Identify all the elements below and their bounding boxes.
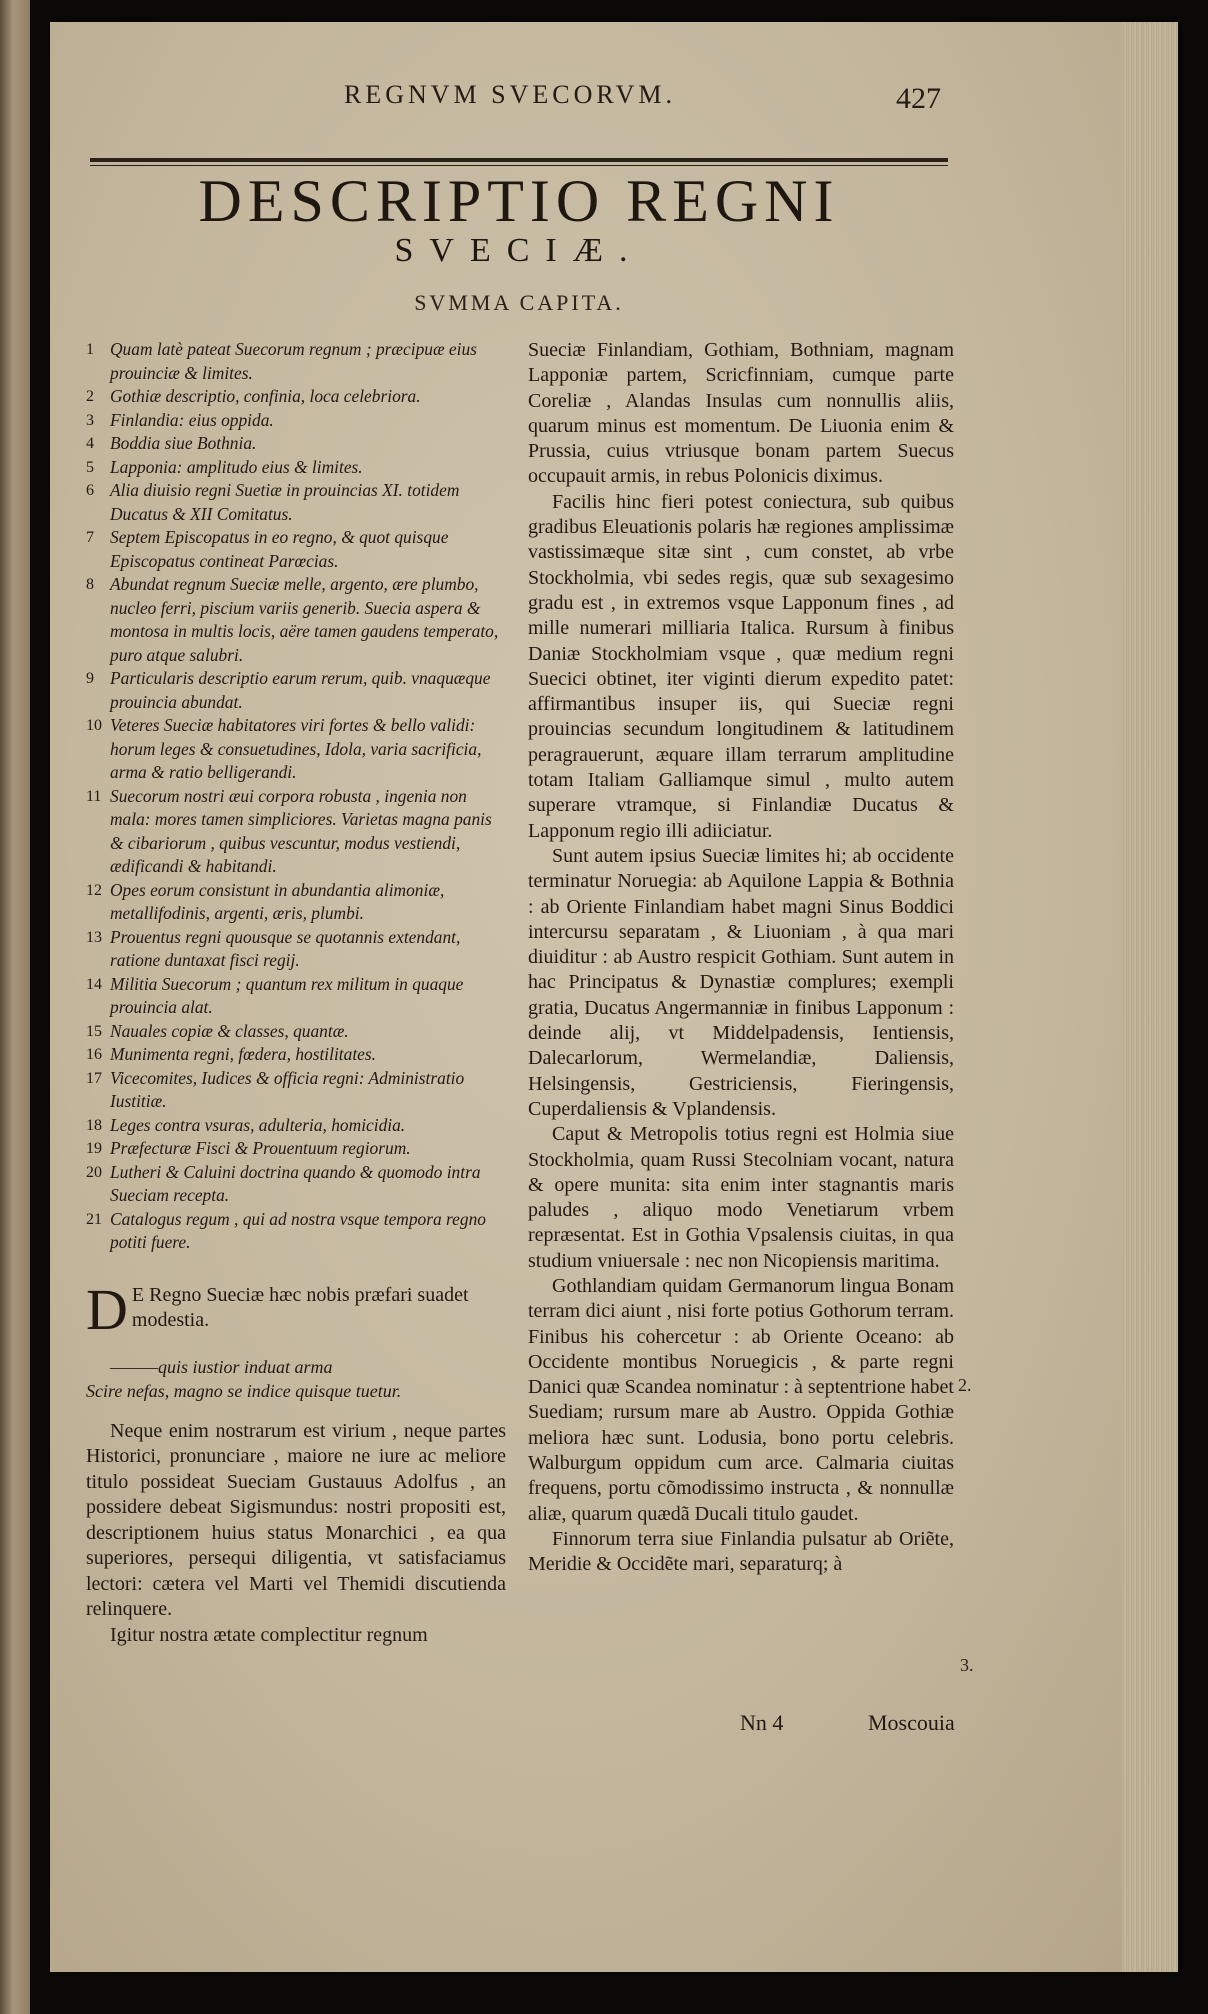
item-number: 20: [86, 1163, 102, 1181]
page-number: 427: [896, 82, 941, 115]
running-title: REGNVM SVECORVM.: [343, 80, 677, 109]
item-number: 16: [86, 1046, 102, 1063]
list-item: [86, 879, 506, 926]
list-item: [86, 1114, 506, 1138]
item-number: 6: [86, 482, 94, 499]
item-text: Nauales copiæ & classes, quantæ.: [110, 1020, 349, 1041]
list-item: [86, 1020, 506, 1044]
item-number: 1: [86, 341, 94, 358]
list-item: [86, 409, 506, 433]
item-number: 2: [86, 388, 94, 405]
intro-paragraph: [86, 1276, 506, 1342]
item-text: Opes eorum consistunt in abundantia alimoniæ, metallifodinis, argenti, æris, plumbi.: [110, 879, 445, 923]
item-number: 5: [86, 458, 94, 476]
item-number: 12: [86, 881, 102, 899]
list-item: [86, 526, 506, 573]
item-text: Lutheri & Caluini doctrina quando & quomodo intra Sueciam recepta.: [110, 1161, 481, 1205]
item-text: Quam latè pateat Suecorum regnum ; præcipuæ eius prouinciæ & limites.: [110, 339, 477, 383]
signature-mark: Nn 4: [740, 1710, 784, 1735]
list-item: [86, 1208, 506, 1255]
item-number: 7: [86, 529, 94, 546]
item-text: Abundat regnum Sueciæ melle, argento, ære plumbo, nucleo ferri, piscium variis generib. Suecia aspera & montosa in multis locis, aëre tamen gaudens temperato, puro atque salubri.: [110, 574, 499, 665]
item-number: 14: [86, 975, 102, 993]
list-item: [86, 973, 506, 1020]
page-subtitle: SVECIÆ.: [394, 232, 644, 269]
item-text: Leges contra vsuras, adulteria, homicidia.: [110, 1114, 406, 1135]
adjacent-page-edge: [0, 0, 30, 2014]
header-rule: [90, 158, 948, 162]
item-number: 15: [86, 1022, 102, 1040]
item-text: Veteres Sueciæ habitatores viri fortes & bello validi: horum leges & consuetudines, Idola, varia sacrificia, arma & ratio belligerandi.: [110, 715, 482, 782]
item-text: Lapponia: amplitudo eius & limites.: [110, 456, 363, 477]
item-text: Finlandia: eius oppida.: [110, 409, 274, 430]
item-number: 11: [86, 787, 102, 805]
drop-cap: D: [86, 1276, 128, 1342]
body-paragraph: Finnorum terra siue Finlandia pulsatur ab Oriẽte, Meridie & Occidẽte mari, separaturq; à: [528, 1527, 954, 1576]
body-paragraph: Sunt autem ipsius Sueciæ limites hi; ab occidente terminatur Noruegia: ab Aquilone Lappia & Bothnia : ab Oriente Finlandiam habet magni Sinus Boddici intercursu separatam , & Liuoniam , à qua mari diuiditur : ab Austro respicit Gothiam. Sunt autem in hac Principatus & Dynastiæ complures; exempli gratia, Ducatus Angermanniæ in finibus Lapponum : deinde alij, vt Middelpadensis, Ientiensis, Dalecarlorum, Wermelandiæ, Daliensis, Helsingensis, Gestriciensis, Fieringensis, Cuperdaliensis & Vplandensis.: [528, 844, 954, 1120]
list-item: [86, 1161, 506, 1208]
item-number: 4: [86, 435, 94, 452]
item-text: Suecorum nostri æui corpora robusta , ingenia non mala: mores tamen simpliciores. Varietas magna panis & cibariorum , quibus vescuntur, modus vestiendi, ædificandi & habitandi.: [110, 785, 492, 876]
chapter-summary-list: [86, 338, 506, 1255]
item-text: Catalogus regum , qui ad nostra vsque tempora regno potiti fuere.: [110, 1208, 486, 1252]
list-item: [86, 1067, 506, 1114]
catchword: Moscouia: [868, 1710, 955, 1735]
item-text: Prouentus regni quousque se quotannis extendant, ratione duntaxat fisci regij.: [110, 926, 461, 970]
item-text: Gothiæ descriptio, confinia, loca celebriora.: [110, 386, 421, 406]
left-column: [86, 338, 506, 1648]
item-number: 3: [86, 411, 94, 429]
list-item: [86, 785, 506, 879]
verse-line: ———quis iustior induat arma: [110, 1356, 333, 1377]
item-text: Septem Episcopatus in eo regno, & quot quisque Episcopatus contineat Parœcias.: [110, 527, 449, 571]
list-item: [86, 479, 506, 526]
page-block-edge: [1122, 22, 1178, 1972]
list-item: [86, 926, 506, 973]
list-item: [86, 667, 506, 714]
verse-quote: [86, 1355, 506, 1403]
margin-note: 2.: [958, 1375, 972, 1395]
margin-note: 3.: [960, 1655, 974, 1675]
intro-text: E Regno Sueciæ hæc nobis præfari suadet modestia.: [131, 1283, 469, 1331]
item-number: 8: [86, 576, 94, 593]
item-text: Præfecturæ Fisci & Prouentuum regiorum.: [110, 1138, 411, 1158]
item-text: Particularis descriptio earum rerum, quib. vnaquæque prouincia abundat.: [110, 668, 491, 712]
body-paragraph: Sueciæ Finlandiam, Gothiam, Bothniam, magnam Lapponiæ partem, Scricfinniam, cumque parte Coreliæ , Alandas Insulas cum nonnullis aliis, quarum minus est momentum. De Liuonia enim & Prussia, cuius vtriusque bonam partem Suecus occupauit armis, in rebus Polonicis diximus.: [528, 339, 954, 488]
list-item: [86, 432, 506, 456]
item-number: 13: [86, 928, 102, 946]
item-number: 17: [86, 1069, 102, 1087]
item-number: 18: [86, 1116, 102, 1134]
verse-line: Scire nefas, magno se indice quisque tuetur.: [86, 1380, 402, 1401]
item-text: Boddia siue Bothnia.: [110, 433, 257, 453]
body-paragraph: Igitur nostra ætate complectitur regnum: [110, 1623, 428, 1646]
body-paragraph: Facilis hinc fieri potest coniectura, sub quibus gradibus Eleuationis polaris hæ regiones amplissimæ vastissimæque sitæ sint , cum constet, ab vrbe Stockholmia, vbi sedes regis, quæ sub sexagesimo gradu est , in extremos vsque Lapponum fines , ad mille numerari milliaria Italica. Rursum à finibus Daniæ Stockholmiam vsque , quæ medium regni Suecici obtinet, iter viginti dierum expedito patet: affirmantibus insuper iis, qui Sueciæ regni prouincias secundum longitudinem & latitudinem peragrauerunt, æquare illam terrarum amplitudine totam Italiam Galliamque simul , multo autem superare vtramque, si Finlandiæ Ducatus & Lapponum regio illi adiiciatur.: [528, 490, 954, 842]
body-paragraph: Gothlandiam quidam Germanorum lingua Bonam terram dici aiunt , nisi forte potius Gothorum terram. Finibus his cohercetur : ab Oriente Oceano: ab Occidente montibus Noruegicis , & parte regni Danici quæ Scandea nominatur : à septentrione habet Suediam; rursum mare ab Austro. Oppida Gothiæ meliora hæc sunt. Lodusia, bono portu celebris. Walburgum oppidum cum arce. Calmaria ciuitas frequens, portu cõmodissimo instructa , & nonnullæ aliæ, quarum quædã Ducali titulo gaudet.: [528, 1274, 954, 1525]
list-item: [86, 1043, 506, 1067]
item-number: 9: [86, 670, 94, 687]
item-number: 10: [86, 717, 102, 734]
list-item: [86, 456, 506, 480]
body-paragraph: Caput & Metropolis totius regni est Holmia siue Stockholmia, quam Russi Stecolniam vocant, natura & opere munita: sita enim inter stagnantis maris paludes , aliquo modo Venetiarum vrbem repræsentat. Est in Gothia Vpsalensis ciuitas, in qua studium vniuersale : nec non Nicopiensis maritima.: [528, 1123, 954, 1272]
item-number: 21: [86, 1210, 102, 1228]
right-column: [528, 338, 954, 1578]
list-item: [86, 385, 506, 409]
item-text: Vicecomites, Iudices & officia regni: Administratio Iustitiæ.: [110, 1067, 465, 1111]
item-text: Munimenta regni, fœdera, hostilitates.: [110, 1044, 376, 1064]
item-number: 19: [86, 1140, 102, 1157]
list-item: [86, 338, 506, 385]
list-item: [86, 1137, 506, 1161]
item-text: Alia diuisio regni Suetiæ in prouincias XI. totidem Ducatus & XII Comitatus.: [110, 480, 460, 524]
item-text: Militia Suecorum ; quantum rex militum in quaque prouincia alat.: [110, 973, 464, 1017]
list-item: [86, 573, 506, 667]
summa-capita-heading: SVMMA CAPITA.: [414, 290, 624, 315]
body-paragraph: Neque enim nostrarum est virium , neque partes Historici, pronunciare , maiore ne iure ac meliore titulo possideat Sueciam Gustauus Adolfus , an possidere debeat Sigismundus: nostri propositi est, descriptionem huius status Monarchici , ea qua superiores, persequi diligentia, vt satisfaciamus lectori: cætera vel Marti vel Themidi discutienda relinquere.: [86, 1419, 506, 1620]
list-item: [86, 714, 506, 785]
page-title: DESCRIPTIO REGNI: [198, 168, 840, 234]
